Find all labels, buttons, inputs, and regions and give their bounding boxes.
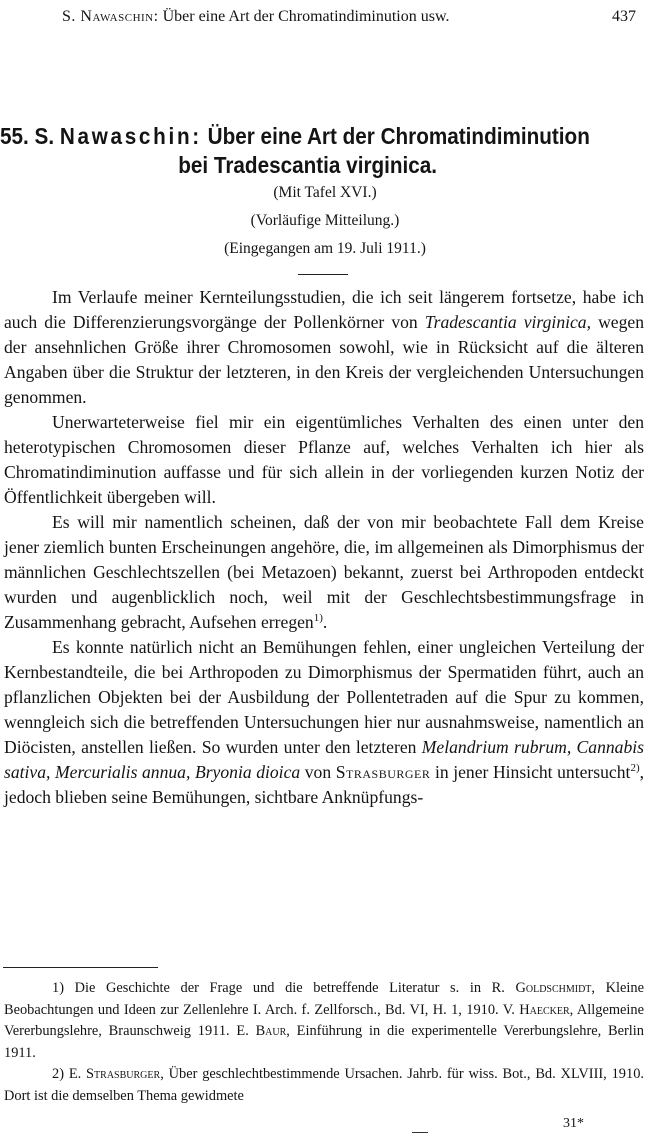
p4-text-a: Es konnte natürlich nicht an Bemühungen fehlen, einer ungleichen Verteilung der Kernbestandteile, die bei Arthropoden zu Dimorphismus der Spermatiden führt, auch an pflanzlichen Objekten bei der Ausbildung der Pollentetraden auf die Spur zu kommen, wenngleich sich die betreffenden Untersuchungen hier nur ausnahmsweise, namentlich an Diöcisten, anstellen ließen. So wurden unter den letzteren [4, 637, 644, 757]
running-head-text: Über eine Art der Chromatindiminution usw. [162, 8, 450, 25]
footnote-ref-2[interactable]: 2) [630, 762, 640, 775]
fn2-name: Strasburger [86, 1066, 161, 1082]
p3-end: . [322, 612, 328, 632]
p4-text-d: , jedoch blieben seine Bemühungen, sichtbare Anknüpfungs- [4, 762, 645, 807]
title-line-2: bei Tradescantia virginica. [178, 152, 438, 178]
p1-species: Tradescantia virginica, [424, 312, 592, 332]
author-initial: S. [34, 123, 55, 149]
paragraph-2: Unerwarteterweise fiel mir ein eigentümliches Verhalten des einen unter den heterotypischen Chromosomen dieser Pflanze auf, welches Verhalten ich hier als Chromatindiminution auffasse und für sich allein in der vorliegenden kurzen Notiz der Öffentlichkeit übergeben will. [4, 412, 644, 507]
fn1-text-d: , Einführung in die experimentelle Vererbungslehre, Berlin 1911. [4, 1023, 645, 1061]
p1-text-b: wegen der ansehnlichen Größe ihrer Chromosomen sowohl, wie in Rücksicht auf die älteren Angaben über die Struktur der letzteren, in den Kreis der vergleichenden Untersuchungen genommen. [4, 312, 644, 407]
title-divider [298, 274, 348, 275]
running-head [0, 6, 650, 30]
footnote-1 [4, 978, 644, 1064]
fn1-name-2: Haecker [519, 1001, 570, 1018]
p4-text-b: von [300, 762, 336, 782]
footnote-divider [3, 967, 158, 968]
p3-text: Es will mir namentlich scheinen, daß der von mir beobachtete Fall dem Kreise jener ziemlich bunten Erscheinungen angehöre, die, im allgemeinen als Dimorphismus der männlichen Geschlechtszellen (bei Metazoen) bekannt, zuerst bei Arthropoden entdeckt wurden und augenblicklich noch, weil mit der Geschlechtsbestimmungsfrage in Zusammenhang gebracht, Aufsehen erregen [4, 512, 644, 632]
fn1-text-b: , Kleine Beobachtungen und Ideen zur Zellenlehre I. Arch. f. Zellforsch., Bd. VI, H. 1, 1910. V. [4, 980, 644, 1018]
paragraph-4 [4, 635, 644, 810]
running-head-author: S. Nawaschin: [62, 8, 159, 25]
fn1-name-3: Baur [255, 1023, 287, 1039]
article-number: 55. [0, 123, 29, 149]
fn1-text-a: 1) Die Geschichte der Frage und die betreffende Literatur s. in R. [52, 980, 516, 996]
page-number: 437 [612, 8, 636, 25]
paragraph-1 [4, 285, 644, 410]
plate-reference: (Mit Tafel XVI.) [273, 184, 377, 201]
title-line-1: Über eine Art der Chromatindiminution [207, 123, 590, 149]
author-name: Nawaschin: [59, 123, 202, 149]
fn1-text-c: , Allgemeine Vererbungslehre, Braunschweig 1911. E. [4, 1001, 644, 1039]
fn1-name-1: Goldschmidt [515, 980, 592, 996]
bottom-mark [412, 1132, 428, 1133]
running-head-title [62, 8, 450, 26]
p4-text-c: in jener Hinsicht untersucht [430, 762, 631, 782]
received-date: (Eingegangen am 19. Juli 1911.) [224, 240, 426, 257]
preliminary-note: (Vorläufige Mitteilung.) [250, 212, 400, 229]
footnotes [4, 978, 644, 1107]
p4-species: Melandrium rubrum, Cannabis sativa, Mercurialis annua, Bryonia dioica [4, 737, 645, 782]
fn2-text-a: 2) E. [52, 1066, 87, 1082]
p4-author-name: Strasburger [335, 762, 431, 782]
sheet-signature: 31* [563, 1116, 584, 1131]
article-title [0, 122, 590, 180]
paragraph-3 [4, 510, 644, 635]
article-body [4, 285, 644, 810]
fn2-text-b: , Über geschlechtbestimmende Ursachen. Jahrb. für wiss. Bot., Bd. XLVIII, 1910. Dort ist die demselben Thema gewidmete [4, 1066, 644, 1104]
footnote-ref-1[interactable]: 1) [313, 612, 323, 625]
footnote-2 [4, 1064, 644, 1107]
p1-text-a: Im Verlaufe meiner Kernteilungsstudien, die ich seit längerem fortsetze, habe ich auch die Differenzierungsvorgänge der Pollenkörner von [4, 287, 644, 332]
